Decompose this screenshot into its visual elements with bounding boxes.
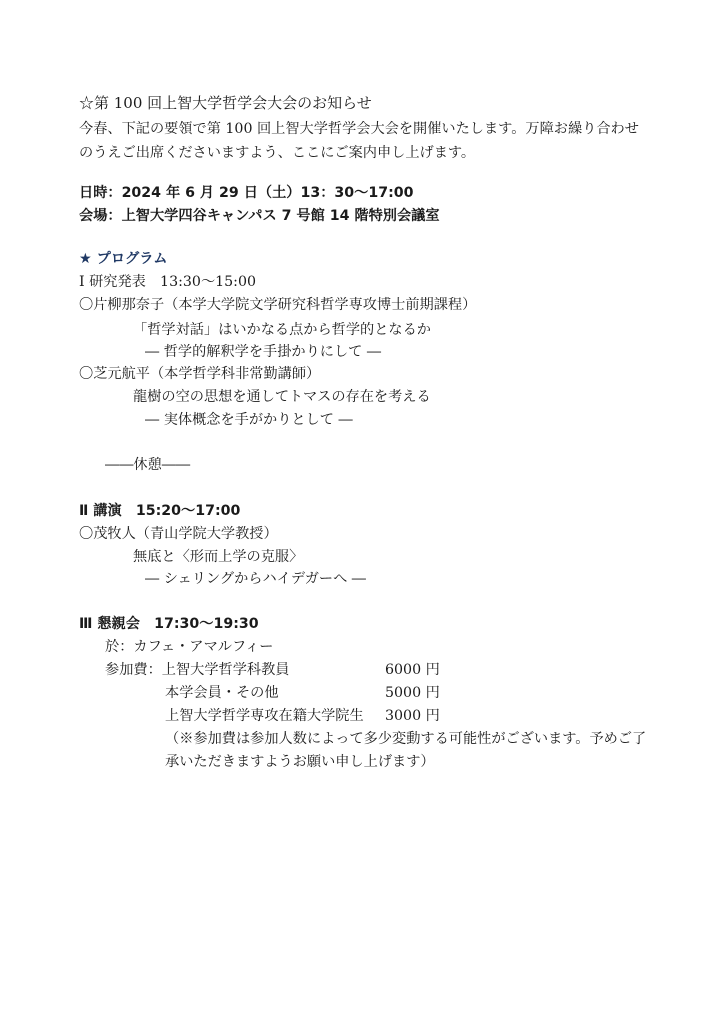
event-venue: 会場：上智大学四谷キャンパス 7 号館 14 階特別会議室: [79, 208, 440, 224]
fee-note-line-1: （※参加費は参加人数によって多少変動する可能性がございます。予めご了: [165, 731, 647, 747]
fee-amount-3: 3000 円: [385, 708, 440, 724]
intro-line-2: のうえご出席くださいますよう、ここにご案内申し上げます。: [79, 145, 476, 161]
talk-2-title: 龍樹の空の思想を通してトマスの存在を考える: [133, 389, 431, 405]
lecture-presenter: 〇茂牧人（青山学院大学教授）: [79, 526, 278, 542]
fee-amount-2: 5000 円: [385, 685, 440, 701]
lecture-subtitle: ― シェリングからハイデガーへ ―: [145, 571, 366, 587]
section-1-heading: Ⅰ 研究発表 13:30〜15:00: [79, 274, 257, 290]
lecture-title: 無底と〈形而上学の克服〉: [133, 549, 304, 565]
section-2-heading: Ⅱ 講演 15:20〜17:00: [79, 503, 241, 519]
fee-label-1: 参加費：上智大学哲学科教員: [105, 662, 290, 678]
section-3-heading: Ⅲ 懇親会 17:30〜19:30: [79, 616, 259, 632]
page-title: ☆第 100 回上智大学哲学会大会のお知らせ: [79, 94, 372, 112]
talk-1-subtitle: ― 哲学的解釈学を手掛かりにして ―: [145, 344, 382, 360]
program-heading: ★ プログラム: [79, 251, 168, 267]
intro-line-1: 今春、下記の要領で第 100 回上智大学哲学会大会を開催いたします。万障お繰り合わせ: [79, 121, 639, 137]
talk-2-subtitle: ― 実体概念を手がかりとして ―: [145, 412, 353, 428]
fee-label-2: 本学会員・その他: [165, 685, 279, 701]
fee-note-line-2: 承いただきますようお願い申し上げます）: [165, 754, 435, 770]
talk-1-presenter: 〇片柳那奈子（本学大学院文学研究科哲学専攻博士前期課程）: [79, 297, 477, 313]
talk-1-title: 「哲学対話」はいかなる点から哲学的となるか: [133, 322, 431, 338]
reception-place: 於：カフェ・アマルフィー: [105, 639, 274, 655]
fee-amount-1: 6000 円: [385, 662, 440, 678]
event-datetime: 日時：2024 年 6 月 29 日（土）13：30〜17:00: [79, 185, 414, 201]
break-label: ――休憩――: [105, 457, 191, 473]
talk-2-presenter: 〇芝元航平（本学哲学科非常勤講師）: [79, 366, 321, 382]
fee-label-3: 上智大学哲学専攻在籍大学院生: [165, 708, 364, 724]
